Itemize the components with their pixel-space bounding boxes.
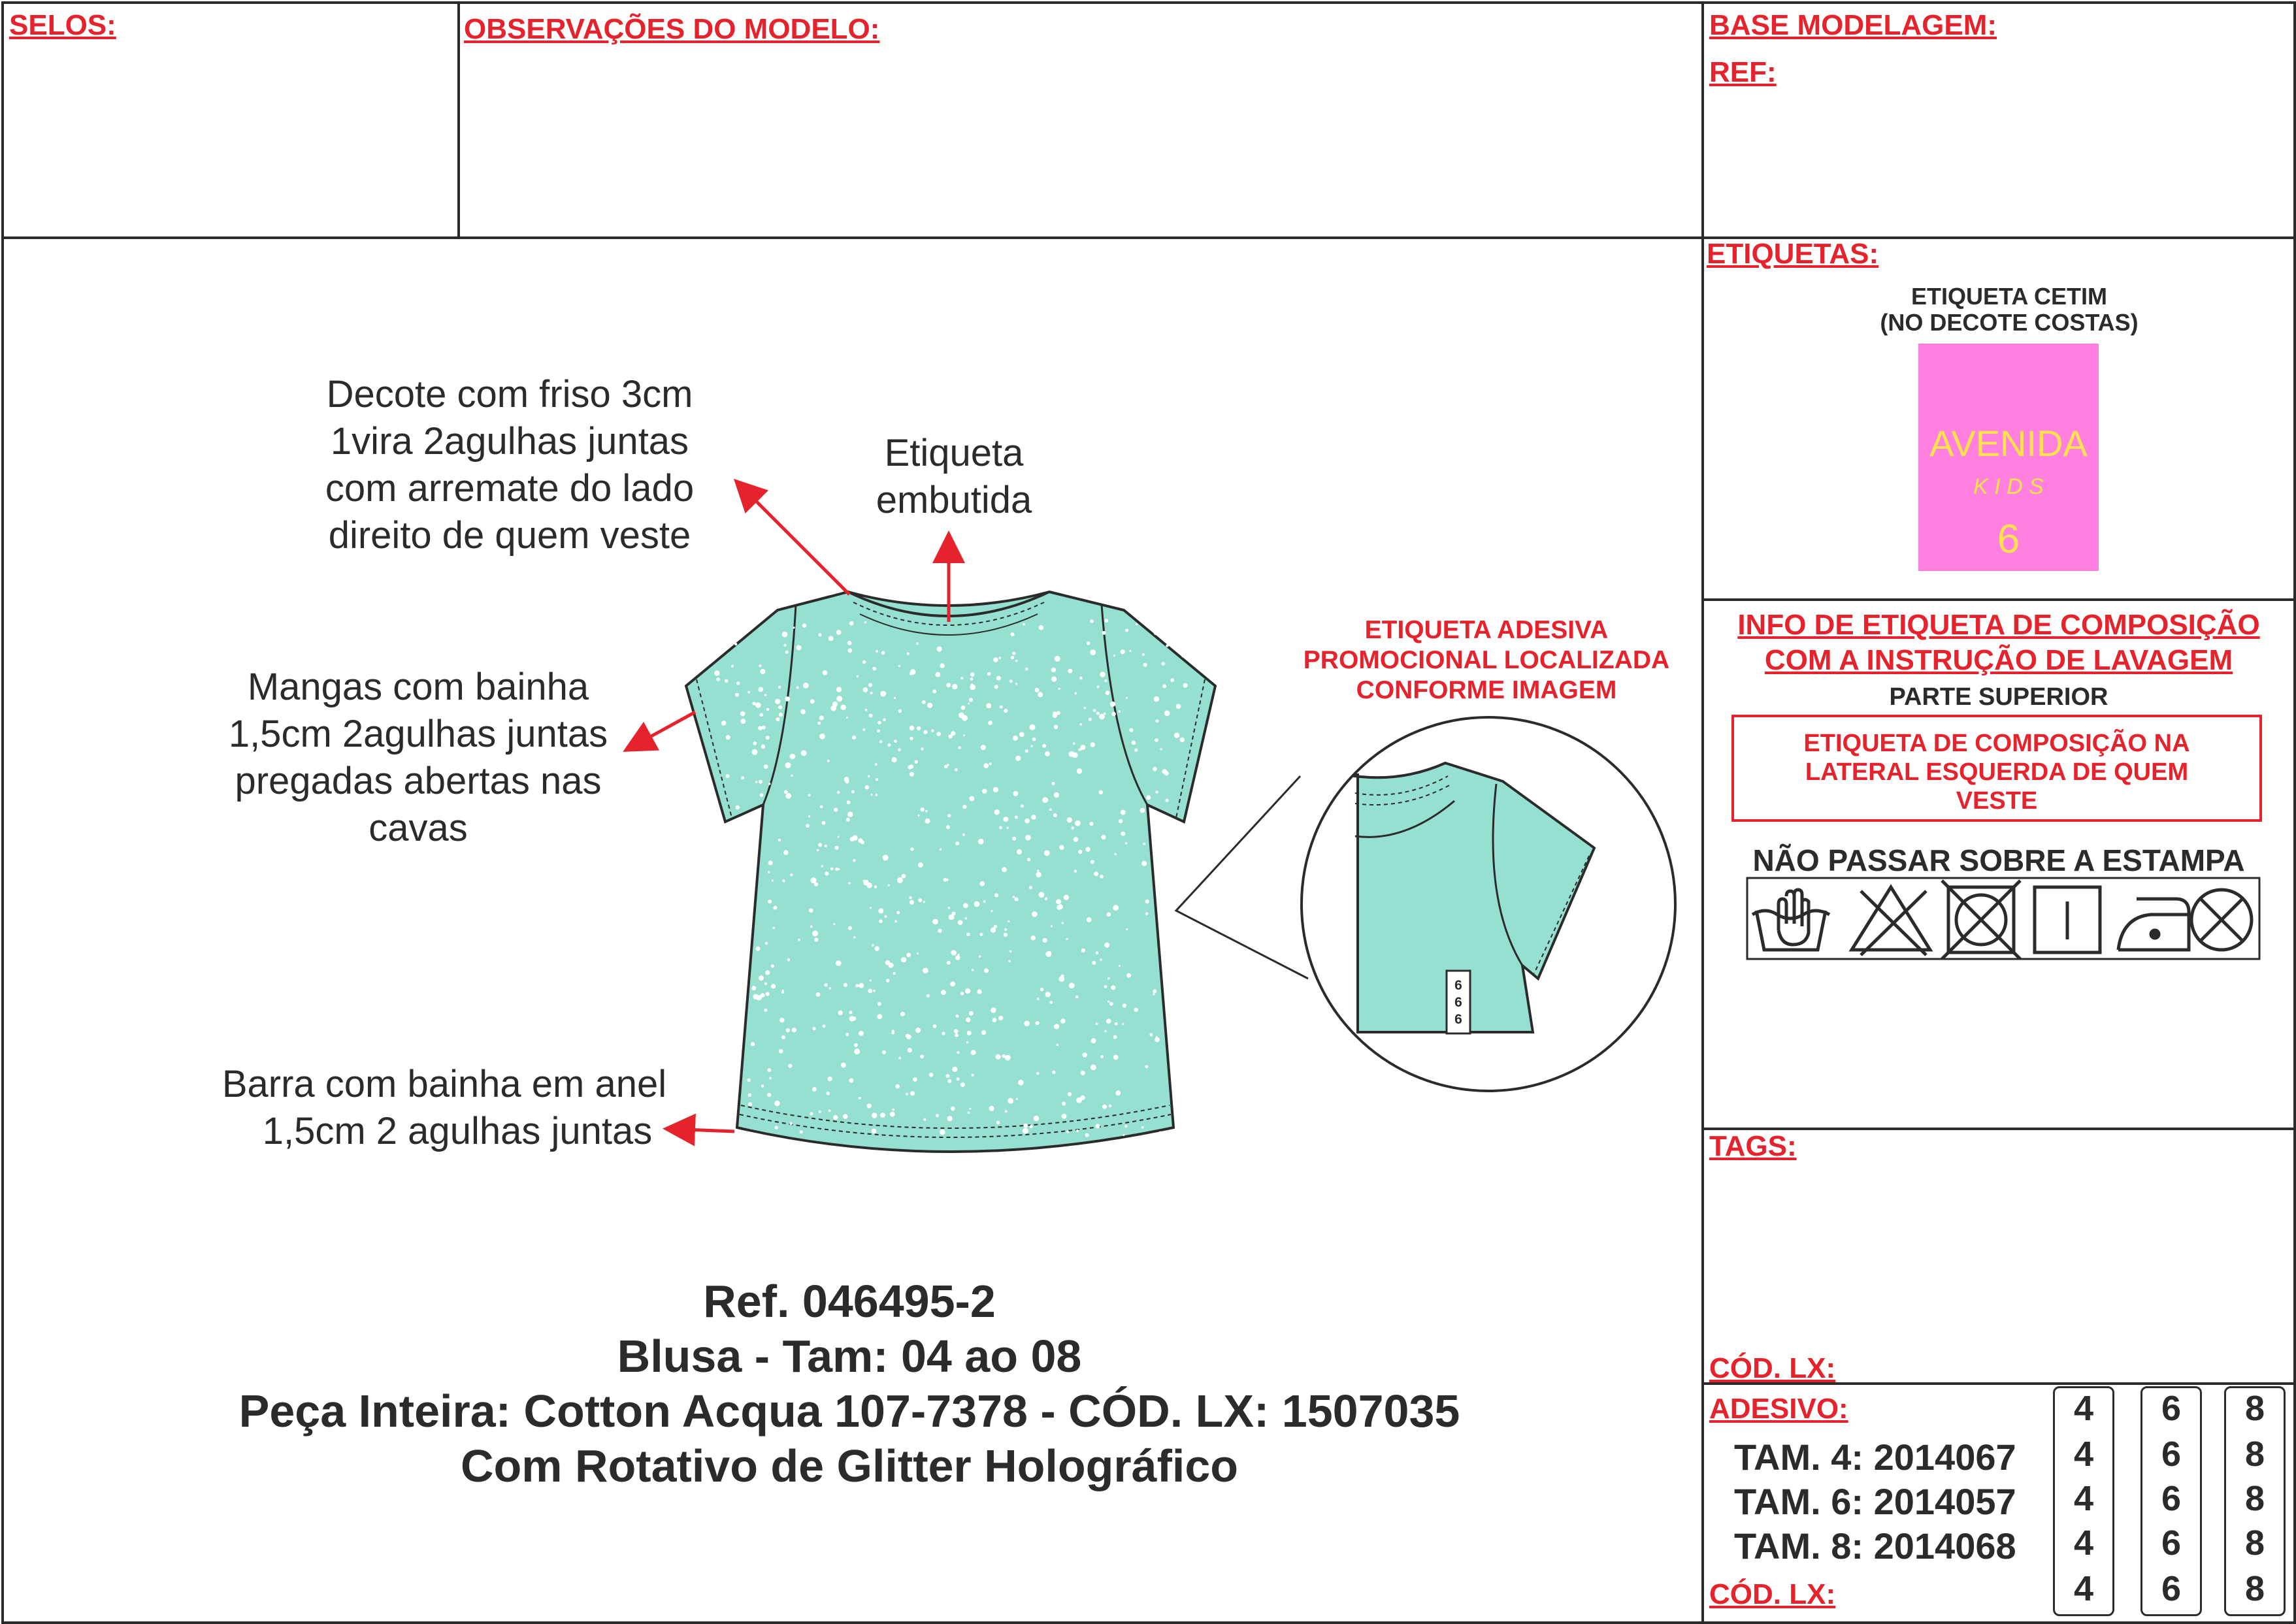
size-cell: 8 — [2244, 1569, 2265, 1608]
size-cell: 4 — [2073, 1523, 2094, 1563]
tshirt-body — [686, 592, 1215, 1152]
zoom-tag-size-2: 6 — [1454, 995, 1462, 1010]
zoom-leader — [1176, 776, 1308, 979]
observacoes-label: OBSERVAÇÕES DO MODELO: — [464, 13, 880, 45]
brand-size: 6 — [1997, 517, 2020, 562]
adesivo-line-tam4: TAM. 4: 2014067 — [1734, 1437, 2016, 1478]
adesiva-line-2: PROMOCIONAL LOCALIZADA — [1303, 646, 1670, 674]
barra-line-2: 1,5cm 2 agulhas juntas — [262, 1110, 653, 1152]
adesiva-line-1: ETIQUETA ADESIVA — [1364, 616, 1609, 644]
etiquetas-label: ETIQUETAS: — [1707, 238, 1879, 270]
size-cell: 4 — [2073, 1569, 2094, 1608]
size-column-6 — [2140, 1386, 2202, 1616]
ref-label: REF: — [1709, 56, 1777, 88]
barra-line-1: Barra com bainha em anel — [221, 1063, 667, 1105]
etiqueta-cetim-title — [1829, 284, 2189, 336]
zoom-tag-size-1: 6 — [1454, 978, 1462, 993]
mangas-line-3: pregadas abertas nas — [235, 760, 602, 802]
size-cell: 8 — [2244, 1435, 2265, 1474]
zoom-detail — [1176, 717, 1675, 1091]
composicao-title-2: COM A INSTRUÇÃO DE LAVAGEM — [1764, 644, 2233, 676]
composicao-box-line-3: VESTE — [1956, 787, 2038, 815]
parte-superior: PARTE SUPERIOR — [1889, 683, 2108, 711]
mangas-arrow — [629, 712, 695, 749]
tshirt-front — [686, 592, 1215, 1152]
decote-line-2: 1vira 2agulhas juntas — [330, 420, 689, 463]
product-ref: Ref. 046495-2 — [703, 1276, 996, 1327]
mangas-line-2: 1,5cm 2agulhas juntas — [228, 713, 608, 755]
adesiva-line-3: CONFORME IMAGEM — [1356, 676, 1617, 704]
size-column-8 — [2224, 1386, 2286, 1616]
size-cell: 6 — [2161, 1389, 2182, 1428]
size-cell: 4 — [2073, 1479, 2094, 1518]
size-cell: 6 — [2161, 1479, 2182, 1518]
mangas-line-4: cavas — [369, 807, 468, 849]
decote-line-1: Decote com friso 3cm — [326, 373, 693, 415]
composicao-title-1: INFO DE ETIQUETA DE COMPOSIÇÃO — [1737, 609, 2260, 641]
size-cell: 4 — [2073, 1389, 2094, 1428]
composicao-box-inner — [1731, 715, 2262, 822]
product-finish: Com Rotativo de Glitter Holográfico — [460, 1440, 1239, 1491]
size-cell: 8 — [2244, 1523, 2265, 1563]
decote-line-4: direito de quem veste — [328, 514, 691, 557]
tags-box — [1701, 1128, 2296, 1385]
size-cell: 8 — [2244, 1389, 2265, 1428]
care-warning: NÃO PASSAR SOBRE A ESTAMPA — [1752, 843, 2245, 877]
cetim-line-2: (NO DECOTE COSTAS) — [1880, 309, 2139, 336]
tags-cod-lx-label: CÓD. LX: — [1709, 1352, 1836, 1384]
zoom-tag-size-3: 6 — [1454, 1012, 1462, 1027]
brand-name: AVENIDA — [1929, 423, 2088, 464]
decote-line-3: com arremate do lado — [325, 467, 695, 510]
brand-sub: K I D S — [1973, 474, 2044, 499]
zoom-tag-sizes — [1447, 977, 1470, 1028]
size-column-4 — [2053, 1386, 2114, 1616]
composicao-title — [1701, 608, 2296, 678]
brand-label — [1918, 344, 2099, 571]
cetim-line-1: ETIQUETA CETIM — [1911, 283, 2107, 310]
care-symbols — [1746, 877, 2262, 962]
adesivo-cod-lx-label: CÓD. LX: — [1709, 1578, 1836, 1610]
selos-label: SELOS: — [9, 9, 116, 41]
size-cell: 8 — [2244, 1479, 2265, 1518]
size-cell: 4 — [2073, 1435, 2094, 1474]
composicao-box-line-1: ETIQUETA DE COMPOSIÇÃO NA — [1803, 730, 2190, 757]
etiqueta-line-2: embutida — [876, 479, 1032, 521]
product-fabric: Peça Inteira: Cotton Acqua 107-7378 - CÓD. LX: 1507035 — [238, 1386, 1460, 1437]
tags-label: TAGS: — [1709, 1130, 1797, 1162]
etiqueta-line-1: Etiqueta — [884, 432, 1024, 474]
size-cell: 6 — [2161, 1523, 2182, 1563]
adesivo-label: ADESIVO: — [1709, 1393, 1848, 1425]
size-cell: 6 — [2161, 1435, 2182, 1474]
adesivo-line-tam6: TAM. 6: 2014057 — [1734, 1481, 2016, 1522]
size-cell: 6 — [2161, 1569, 2182, 1608]
composicao-box-text — [1734, 729, 2259, 815]
mangas-line-1: Mangas com bainha — [247, 666, 589, 708]
composicao-box-line-2: LATERAL ESQUERDA DE QUEM — [1805, 758, 2189, 786]
product-type: Blusa - Tam: 04 ao 08 — [617, 1331, 1082, 1382]
decote-arrow — [738, 483, 849, 594]
barra-arrow — [669, 1129, 734, 1131]
adesivo-line-tam8: TAM. 8: 2014068 — [1734, 1525, 2016, 1567]
base-modelagem-label: BASE MODELAGEM: — [1709, 9, 1997, 41]
